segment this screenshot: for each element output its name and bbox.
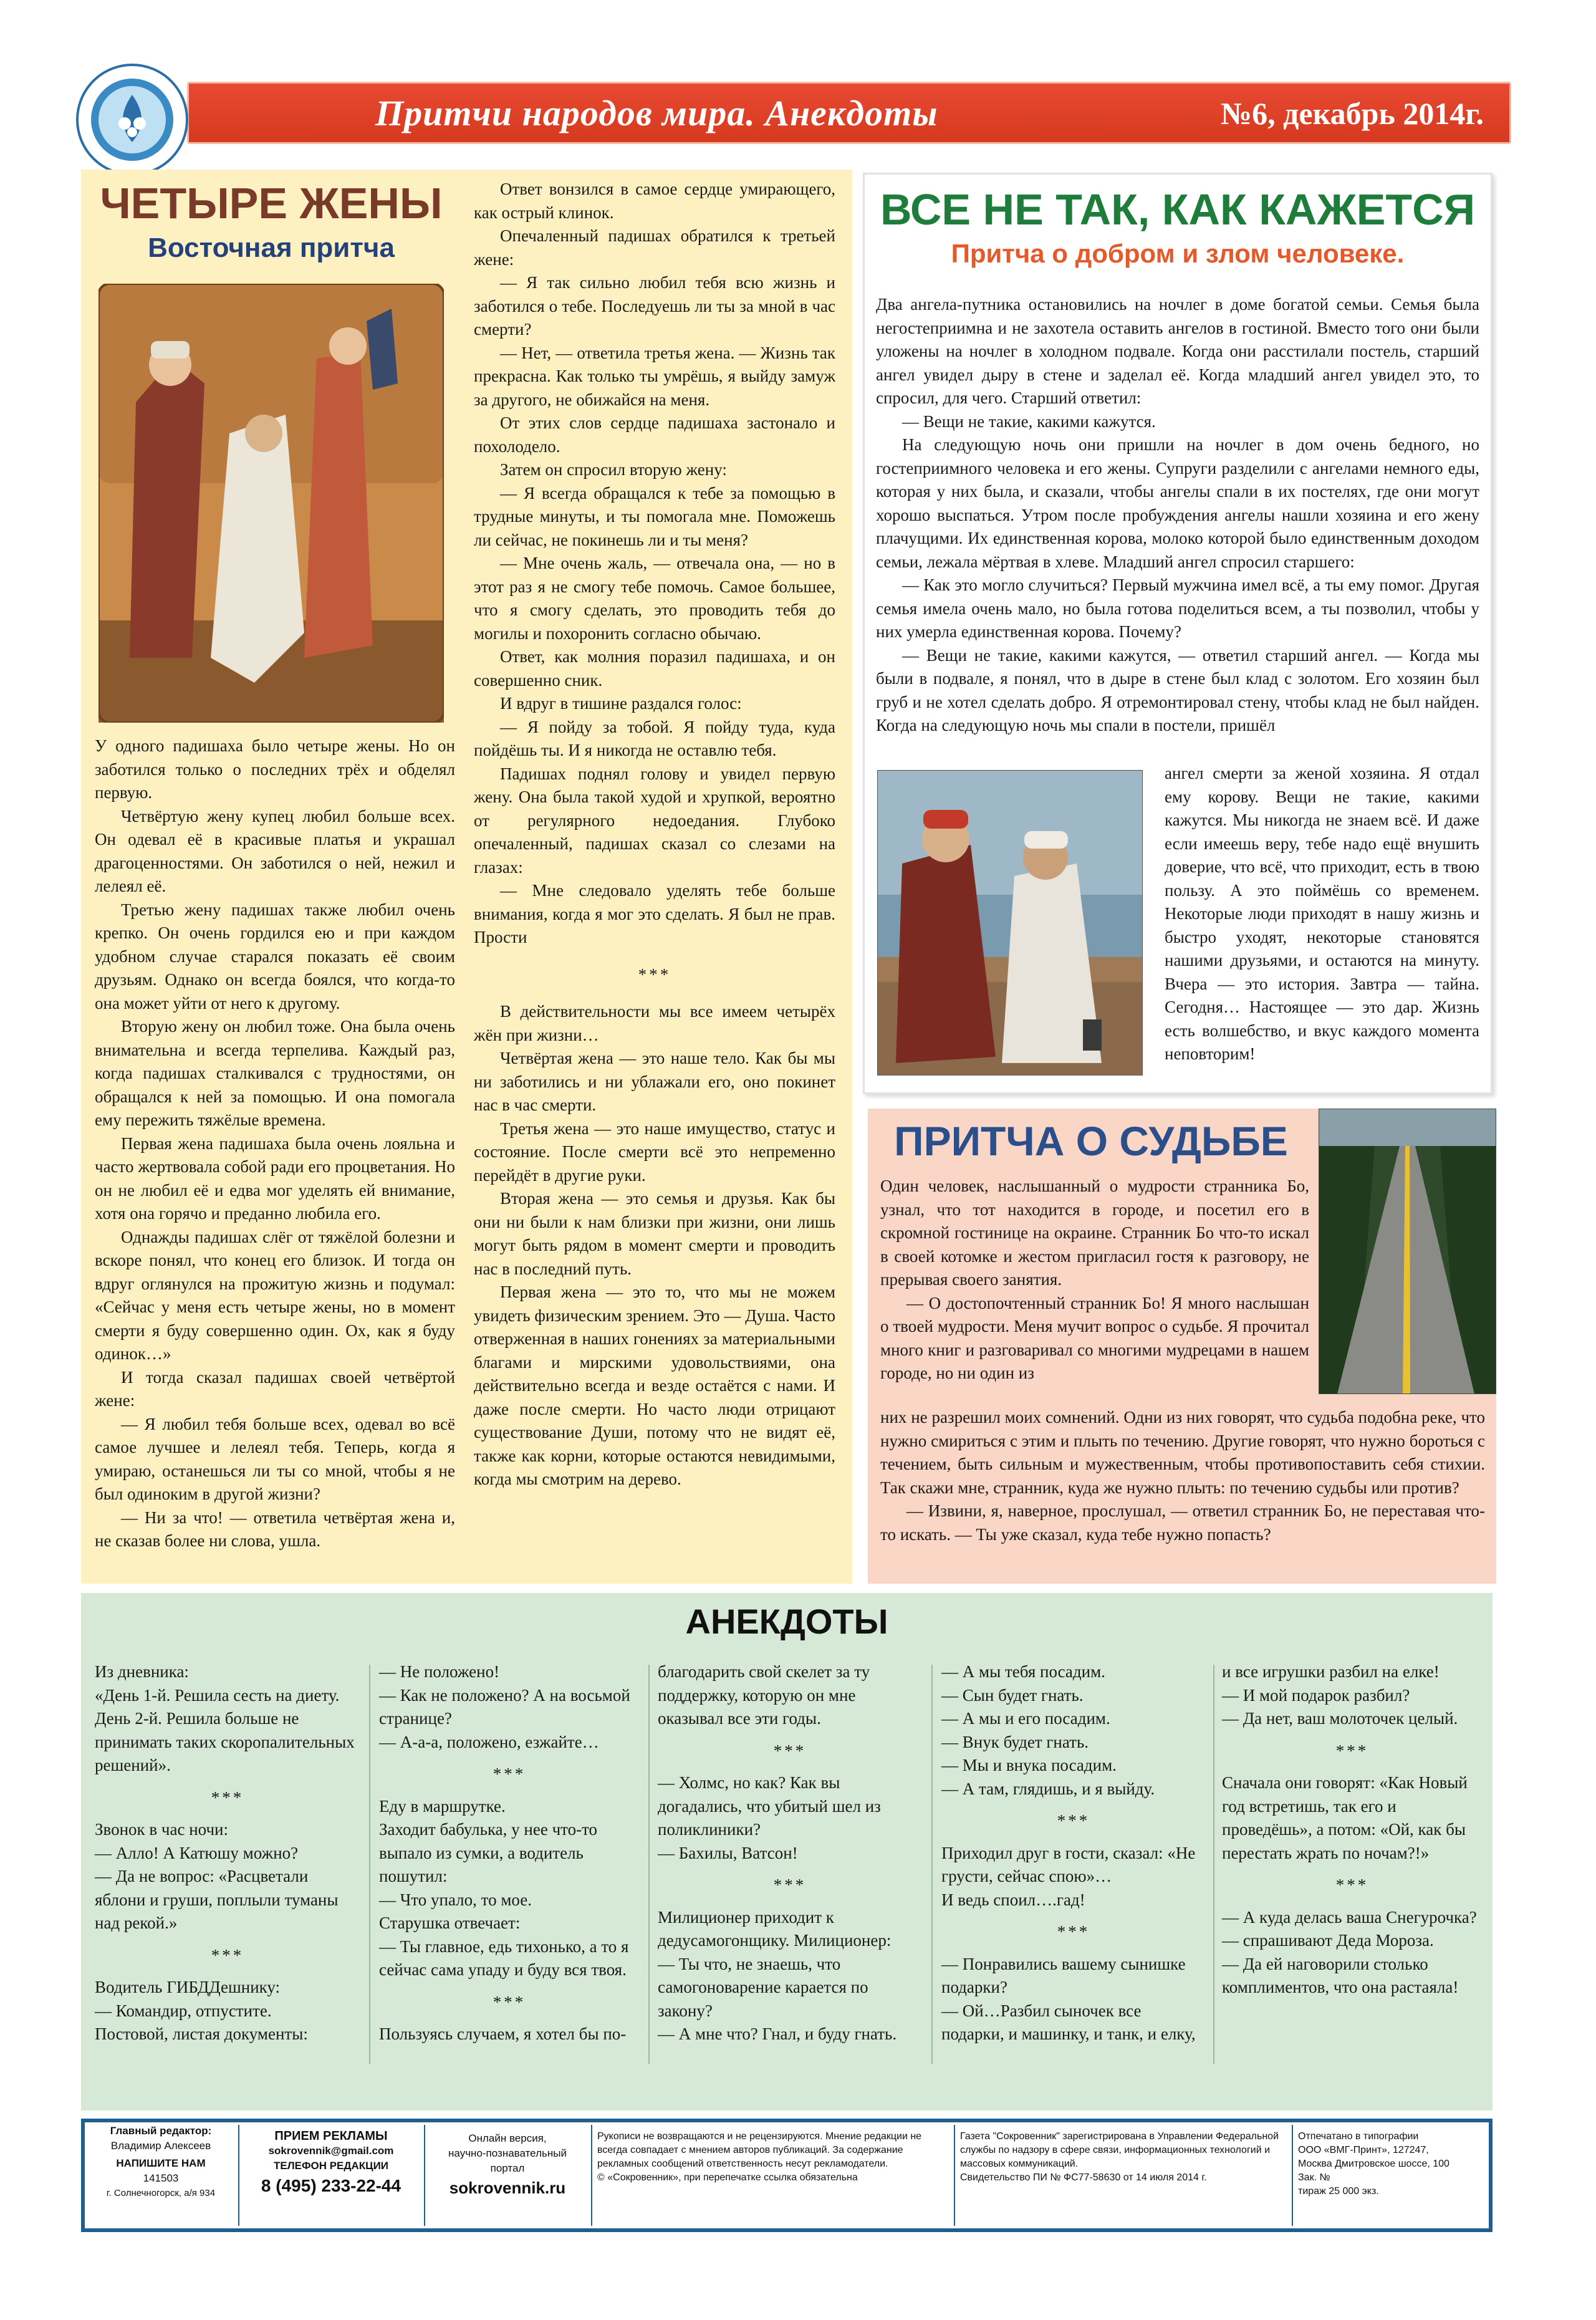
four-wives-illustration xyxy=(99,284,444,723)
fate-title: ПРИТЧА О СУДЬБЕ xyxy=(894,1118,1288,1164)
jokes-title: АНЕКДОТЫ xyxy=(685,1602,888,1641)
paragraph: Два ангела-путника остановились на ночлег в доме богатой семьи. Семья была негостеприимна и не захотела оставить ангелов в гостиной. Вместо того они были уложены на ночлег в холодном подвале. Когда они расстилали постель, старший ангел увидел дыру в стене и заделал её. Когда младший ангел увидел это, то спросил, для чего. Старший ответил: xyxy=(876,295,1479,407)
joke-line: — Мы и внука посадим. xyxy=(941,1756,1117,1774)
jokes-column-5 xyxy=(1222,1660,1483,2000)
separator: *** xyxy=(493,1764,526,1783)
footer-online xyxy=(429,2124,586,2227)
email-link[interactable]: sokrovennik@gmail.com xyxy=(268,2145,394,2157)
jokes-column-4 xyxy=(941,1660,1206,2046)
paragraph: — Ни за что! — ответила четвёртая жена и, не сказав более ни слова, ушла. xyxy=(95,1508,455,1550)
online-line-3: портал xyxy=(490,2162,525,2174)
paragraph: Падишах поднял голову и увидел первую жену. Она была такой худой и хрупкой, вероятно от регулярного недоедания. Глубоко опечаленный, падишах сказал со слезами на глазах: xyxy=(474,764,835,877)
joke-line: Из дневника: xyxy=(95,1662,189,1681)
joke-line: — И мой подарок разбил? xyxy=(1222,1685,1410,1705)
ads-label: ПРИЕМ РЕКЛАМЫ xyxy=(274,2129,388,2143)
joke-line: Старушка отвечает: xyxy=(379,1913,521,1932)
manuscripts-note: Рукописи не возвращаются и не рецензируются. Мнение редакции не всегда совпадает с мнением авторов публикаций. За содержание рекламных сообщений ответственность несут рекламодатели. xyxy=(597,2131,922,2169)
paragraph: Однажды падишах слёг от тяжёлой болезни и вскоре понял, что конец его близок. И тогда он вдруг оглянулся на прожитую жизнь и подумал: «Сейчас у меня есть четыре жены, но в момент смерти я буду совершенно один. Ох, как я буду одинок…» xyxy=(95,1227,455,1363)
appearances-body xyxy=(876,293,1479,738)
paragraph: У одного падишаха было четыре жены. Но он заботился только о последних трёх и обделял первую. xyxy=(95,736,455,802)
joke-line: и все игрушки разбил на елке! xyxy=(1222,1662,1440,1681)
paragraph: — Я любил тебя больше всех, одевал во всё самое лучшее и лелеял тебя. Теперь, когда я умираю, останешься ли ты со мной, чтобы я не был одиноким в другой жизни? xyxy=(95,1414,455,1503)
paragraph: И тогда сказал падишах своей четвёртой жене: xyxy=(95,1367,455,1410)
footer-printing xyxy=(1298,2124,1485,2227)
phone-number: 8 (495) 233-22-44 xyxy=(261,2176,401,2195)
column-divider xyxy=(931,1665,933,2064)
header-title: Притчи народов мира. Анекдоты xyxy=(375,93,938,133)
paragraph: Первая жена падишаха была очень лояльна и часто жертвовала собой ради его процветания. Но он не любил её и едва мог уделять ей внимание, хотя она горячо и преданно любила его. xyxy=(95,1134,455,1223)
paragraph: Вторую жену он любил тоже. Она была очень внимательна и всегда терпелива. Каждый раз, когда падишах сталкивался с трудностями, он обращался к ней за помощью. И она помогала ему пережить тяжёлые времена. xyxy=(95,1017,455,1129)
footer-divider xyxy=(238,2125,239,2226)
separator: *** xyxy=(211,1788,244,1807)
paragraph: — Извини, я, наверное, прослушал, — ответил странник Бо, не переставая что-то искать. — Ты уже сказал, куда тебе нужно попасть? xyxy=(880,1501,1485,1544)
jokes-column-3 xyxy=(658,1660,922,2046)
paragraph: них не разрешил моих сомнений. Одни из них говорят, что судьба подобна реке, что нужно смириться с этим и плыть по течению. Другие говорят, что нужно бороться с течением, быть сильным и мужественным, чтобы противопоставить себя стихии. Так скажи мне, странник, куда же нужно плыть: по течению судьбы или против? xyxy=(880,1408,1485,1497)
separator: *** xyxy=(1057,1811,1090,1830)
column-divider xyxy=(369,1665,370,2064)
paragraph: На следующую ночь они пришли на ночлег в дом очень бедного, но гостеприимного человека и его жены. Супруги разделили с ангелами немного еды, которая у них была, и сказали, чтобы ангелы спали в их постелях, где они могут хорошо выспаться. Утром после пробуждения ангелы нашли хозяина и его жену плачущими. Их единственная корова, молоко которой было единственным доходом семьи, лежала мёртвая в хлеве. Младший ангел спросил старшего: xyxy=(876,435,1479,571)
postal-address: г. Солнечногорск, а/я 934 xyxy=(106,2188,216,2198)
joke-line: Еду в маршрутке. xyxy=(379,1796,506,1816)
printed-line-1: Отпечатано в типографии xyxy=(1298,2131,1419,2142)
joke-line: — Внук будет гнать. xyxy=(941,1732,1089,1751)
separator: *** xyxy=(211,1945,244,1965)
four-wives-title: ЧЕТЫРЕ ЖЕНЫ xyxy=(100,179,443,228)
joke-line: — Ты что, не знаешь, что самогоноварение карается по закону? xyxy=(658,1954,868,2020)
joke-line: И ведь споил….гад! xyxy=(941,1890,1085,1909)
paragraph: — Я всегда обращался к тебе за помощью в трудные минуты, и ты помогала мне. Поможешь ли сейчас, не покинешь ли и ты меня? xyxy=(474,483,835,549)
joke-line: — Не положено! xyxy=(379,1662,500,1681)
editor-name: Владимир Алексеев xyxy=(110,2140,211,2152)
joke-line: — Что упало, то мое. xyxy=(379,1890,532,1909)
paragraph: Третью жену падишах также любил очень крепко. Он очень гордился ею и при каждом удобном случае старался показать её своим друзьям. Однако он всегда боялся, что когда-то она может уйти от него к другому. xyxy=(95,900,455,1013)
paragraph: Один человек, наслышанный о мудрости странника Бо, узнал, что тот находится в городе, и посетил его в скромной гостинице на окраине. Странник Бо что-то искал в своей котомке и жестом пригласил гостя к разговору, не прерывая своего занятия. xyxy=(880,1177,1309,1289)
separator: *** xyxy=(773,1741,807,1760)
appearances-subtitle: Притча о добром и злом человеке. xyxy=(951,239,1405,268)
paragraph: Ответ, как молния поразил падишаха, и он совершенно сник. xyxy=(474,647,835,690)
angels-illustration xyxy=(877,770,1143,1076)
joke-line: — Командир, отпустите. xyxy=(95,2001,272,2020)
joke-line: — Сын будет гнать. xyxy=(941,1685,1084,1705)
joke-line: — Ой…Разбил сыночек все подарки, и машинку, и танк, и елку, xyxy=(941,2001,1196,2043)
joke-line: — Ты главное, едь тихонько, а то я сейчас сама упаду и буду вся твоя. xyxy=(379,1937,629,1979)
joke-line: — А мы тебя посадим. xyxy=(941,1662,1105,1681)
paragraph: — Мне следовало уделять тебе больше внимания, когда я мог это сделать. Я был не прав. Прости xyxy=(474,881,835,946)
paragraph: И вдруг в тишине раздался голос: xyxy=(500,694,742,713)
four-wives-column-1 xyxy=(95,734,455,1553)
joke-line: Постовой, листая документы: xyxy=(95,2024,308,2043)
joke-line: Приходил друг в гости, сказал: «Не грусти, сейчас спою»… xyxy=(941,1843,1196,1885)
order-number: Зак. № xyxy=(1298,2172,1330,2183)
footer-disclaimer xyxy=(597,2124,948,2227)
footer-editor xyxy=(89,2124,233,2227)
printed-line-3: Москва Дмитровское шоссе, 100 xyxy=(1298,2159,1449,2169)
footer-ads xyxy=(243,2124,419,2227)
paragraph: От этих слов сердце падишаха застонало и похолодело. xyxy=(474,413,835,456)
appearances-body-2 xyxy=(1165,762,1479,1066)
joke-line: благодарить свой скелет за ту поддержку, которую он мне оказывал все эти годы. xyxy=(658,1662,870,1728)
joke-line: Пользуясь случаем, я хотел бы по- xyxy=(379,2024,627,2043)
paragraph: ангел смерти за женой хозяина. Я отдал ему корову. Вещи не такие, какими кажутся. Мы никогда не знаем всё. И даже если имеешь веру, тебе надо ещё внушить доверие, что всё, что приходит, есть в твою пользу. А это поймёшь со временем. Некоторые люди приходят в нашу жизнь и быстро уходят, некоторые становятся нашими друзьями, и остаются на минуту. Вчера — это история. Завтра — тайна. Сегодня… Настоящее — это дар. Жизнь есть волшебство, и вкус каждого момента неповторим! xyxy=(1165,764,1479,1063)
joke-line: — Алло! А Катюшу можно? xyxy=(95,1843,299,1862)
sokrovennik-logo xyxy=(75,62,190,177)
joke-line: «День 1-й. Решила сесть на диету. День 2-й. Решила больше не принимать таких скоропалительных решений». xyxy=(95,1685,355,1774)
fate-body-2 xyxy=(880,1406,1485,1546)
footer-divider xyxy=(954,2125,955,2226)
joke-line: — Да не вопрос: «Расцветали яблони и груши, поплыли туманы над рекой.» xyxy=(95,1867,339,1932)
write-label: НАПИШИТЕ НАМ xyxy=(116,2157,206,2169)
paragraph: — Вещи не такие, какими кажутся. xyxy=(902,412,1156,431)
separator: *** xyxy=(493,1992,526,2011)
paragraph: — Как это могло случиться? Первый мужчина имел всё, а ты ему помог. Другая семья имела очень мало, но была готова поделиться всем, а ты позволил, чтобы у них умерла единственная корова. Почему? xyxy=(876,575,1479,641)
joke-line: — Холмс, но как? Как вы догадались, что убитый шел из поликлиники? xyxy=(658,1773,881,1839)
road-illustration xyxy=(1319,1109,1496,1394)
footer-divider xyxy=(424,2125,425,2226)
footer-registration xyxy=(960,2124,1286,2227)
separator: *** xyxy=(1335,1875,1369,1894)
paragraph: — Я так сильно любил тебя всю жизнь и заботился о тебе. Последуешь ли ты за мной в час смерти? xyxy=(474,273,835,339)
zip-code: 141503 xyxy=(143,2172,179,2184)
footer-divider xyxy=(1292,2125,1293,2226)
separator: *** xyxy=(773,1875,807,1894)
joke-line: — А куда делась ваша Снегурочка? — спрашивают Деда Мороза. xyxy=(1222,1907,1477,1950)
joke-line: Сначала они говорят: «Как Новый год встретишь, так его и проведёшь», а потом: «Ой, как бы перестать жрать по ночам?!» xyxy=(1222,1773,1468,1862)
joke-line: Водитель ГИБДДешнику: xyxy=(95,1978,281,1996)
paragraph: — Вещи не такие, какими кажутся, — ответил старший ангел. — Когда мы были в подвале, я понял, что в дыре в стене был клад с золотом. Его хозяин был груб и не хотел сделать добро. Я отремонтировал стену, чтобы клад не был найден. Когда на следующую ночь мы спали в постели, пришёл xyxy=(876,645,1479,734)
appearances-title: ВСЕ НЕ ТАК, КАК КАЖЕТСЯ xyxy=(880,185,1476,234)
four-wives-column-2 xyxy=(474,178,835,1491)
paragraph: Четвёртая жена — это наше тело. Как бы мы ни заботились и ни ублажали его, оно покинет нас в час смерти. xyxy=(474,1049,835,1114)
circulation: тираж 25 000 экз. xyxy=(1298,2186,1379,2197)
paragraph: — О достопочтенный странник Бо! Я много наслышан о твоей мудрости. Меня мучит вопрос о судьбе. Я прочитал много книг и разговаривал со многими мудрецами в нашем городе, но ни один из xyxy=(880,1293,1309,1382)
issue-number: №6, декабрь 2014г. xyxy=(1220,96,1484,131)
paragraph: Первая жена — это то, что мы не можем увидеть физическим зрением. Это — Душа. Часто отверженная в наших гонениях за материальными благами и мирскими удовольствиями, она действительно всегда и везде остаётся с нами. И даже после смерти. Но часто люди отрицают существование Души, потому что не видят её, также как корни, которые остаются невидимыми, когда мы смотрим на дерево. xyxy=(474,1283,835,1488)
separator: *** xyxy=(1057,1922,1090,1941)
joke-line: — А мне что? Гнал, и буду гнать. xyxy=(658,2024,897,2043)
paragraph: — Я пойду за тобой. Я пойду туда, куда пойдёшь ты. И я никогда не оставлю тебя. xyxy=(474,717,835,759)
joke-line: — А там, глядишь, и я выйду. xyxy=(941,1779,1155,1798)
paragraph: В действительности мы все имеем четырёх жён при жизни… xyxy=(474,1002,835,1044)
joke-line: — Понравились вашему сынишке подарки? xyxy=(941,1954,1186,1996)
registration-note: Газета "Сокровенник" зарегистрирована в Управлении Федеральной службы по надзору в сфере связи, информационных технологий и массовых коммуникаций. xyxy=(960,2131,1279,2169)
separator: *** xyxy=(638,965,671,984)
jokes-column-2 xyxy=(379,1660,640,2046)
joke-line: Заходит бабулька, у нее что-то выпало из сумки, а водитель пошутил: xyxy=(379,1820,598,1885)
paragraph: Опечаленный падишах обратился к третьей жене: xyxy=(474,226,835,269)
joke-line: Звонок в час ночи: xyxy=(95,1820,228,1839)
online-line-1: Онлайн версия, xyxy=(468,2132,547,2144)
jokes-column-1 xyxy=(95,1660,360,2046)
fate-body-1 xyxy=(880,1175,1309,1385)
column-divider xyxy=(1213,1665,1214,2064)
paragraph: — Нет, — ответила третья жена. — Жизнь так прекрасна. Как только ты умрёшь, я выйду замуж за другого, не обижайся на меня. xyxy=(474,343,835,409)
paragraph: Четвёртую жену купец любил больше всех. Он одевал её в красивые платья и украшал драгоценностями. Он заботился о ней, нежил и лелеял её. xyxy=(95,806,455,895)
paragraph: Вторая жена — это семья и друзья. Как бы они ни были к нам близки при жизни, они лишь могут быть рядом в момент смерти и проводить нас в последний путь. xyxy=(474,1189,835,1278)
copyright-note: © «Сокровенник», при перепечатке ссылка обязательна xyxy=(597,2172,858,2183)
site-link[interactable]: sokrovennik.ru xyxy=(449,2178,566,2197)
paragraph: Затем он спросил вторую жену: xyxy=(500,460,727,479)
separator: *** xyxy=(1335,1741,1369,1760)
four-wives-subtitle: Восточная притча xyxy=(148,233,395,263)
joke-line: — Как не положено? А на восьмой странице? xyxy=(379,1685,630,1728)
footer-divider xyxy=(591,2125,592,2226)
online-line-2: научно-познавательный xyxy=(448,2147,567,2159)
column-divider xyxy=(648,1665,650,2064)
joke-line: — Бахилы, Ватсон! xyxy=(658,1843,798,1862)
certificate-note: Свидетельство ПИ № ФС77-58630 от 14 июля 2014 г. xyxy=(960,2172,1207,2183)
paragraph: Третья жена — это наше имущество, статус и состояние. После смерти всё это непременно перейдёт в другие руки. xyxy=(474,1119,835,1185)
phone-label: ТЕЛЕФОН РЕДАКЦИИ xyxy=(273,2160,389,2172)
printed-line-2: ООО «ВМГ-Принт», 127247, xyxy=(1298,2145,1429,2155)
joke-line: — А мы и его посадим. xyxy=(941,1709,1110,1728)
joke-line: — А-а-а, положено, езжайте… xyxy=(379,1732,599,1751)
editor-label: Главный редактор: xyxy=(110,2125,212,2137)
joke-line: Милиционер приходит к дедусамогонщику. Милиционер: xyxy=(658,1907,892,1950)
paragraph: — Мне очень жаль, — отвечала она, — но в этот раз я не смогу тебе помочь. Самое большее, что я смогу сделать, это проводить тебя до могилы и похоронить согласно обычаю. xyxy=(474,554,835,643)
joke-line: — Да ей наговорили столько комплиментов, что она растаяла! xyxy=(1222,1954,1459,1996)
paragraph: Ответ вонзился в самое сердце умирающего, как острый клинок. xyxy=(474,180,835,222)
joke-line: — Да нет, ваш молоточек целый. xyxy=(1222,1709,1458,1728)
